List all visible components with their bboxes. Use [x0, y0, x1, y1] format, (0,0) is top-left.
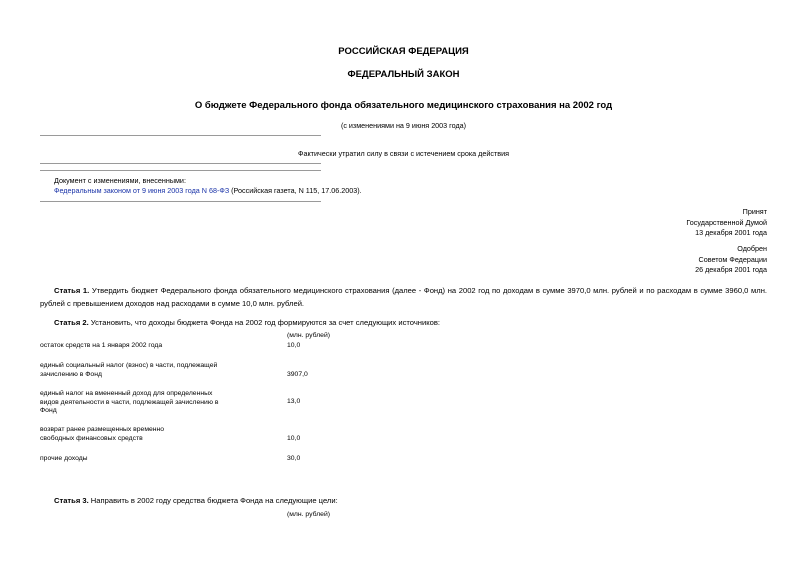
article-label: Статья 1. — [54, 286, 90, 295]
adoption-accepted — [686, 207, 767, 239]
amendment-note: (с изменениями на 9 июня 2003 года) — [340, 121, 467, 130]
table-row-label: возврат ранее размещенных временно свободных финансовых средств — [40, 426, 165, 442]
adoption-line: Государственной Думой — [686, 217, 767, 227]
article-label: Статья 3. — [54, 496, 89, 505]
table-row-value: 30,0 — [287, 455, 301, 462]
article-3 — [40, 494, 767, 507]
table-row-value: 10,0 — [287, 342, 301, 349]
article-text: Направить в 2002 году средства бюджета Фонда на следующие цели: — [88, 496, 338, 505]
table-unit: (млн. рублей) — [287, 511, 331, 518]
table-row-value: 13,0 — [287, 398, 301, 405]
divider — [40, 163, 321, 164]
divider — [40, 170, 321, 171]
table-unit: (млн. рублей) — [287, 332, 331, 339]
article-text: Утвердить бюджет Федерального фонда обязательного медицинского страхования (далее - Фонд) на 2002 год по доходам в сумме 3970,0 млн. рублей и по расходам в сумме 3960,0 млн. рублей с превышением доходов над расходами в сумме 10,0 млн. рублей. — [40, 286, 768, 308]
amending-law-source: (Российская газета, N 115, 17.06.2003). — [229, 186, 362, 195]
document-title: О бюджете Федерального фонда обязательного медицинского страхования на 2002 год — [194, 100, 613, 111]
table-row-label: единый социальный налог (взнос) в части, подлежащей зачислению в Фонд — [40, 362, 218, 378]
adoption-line: Одобрен — [737, 244, 767, 253]
article-2 — [40, 316, 767, 329]
article-1 — [40, 284, 767, 310]
adoption-line: Принят — [742, 207, 767, 216]
article-text: Установить, что доходы бюджета Фонда на 2002 год формируются за счет следующих источников: — [88, 318, 440, 327]
adoption-line: 13 декабря 2001 года — [695, 228, 767, 237]
table-row-value: 3907,0 — [287, 371, 308, 378]
divider — [40, 201, 321, 202]
status-note: Фактически утратил силу в связи с истечением срока действия — [298, 149, 509, 158]
document-type-heading: ФЕДЕРАЛЬНЫЙ ЗАКОН — [347, 69, 460, 80]
amending-law-link[interactable]: Федеральным законом от 9 июня 2003 года N 68-ФЗ — [54, 186, 230, 195]
table-row-value: 10,0 — [287, 435, 301, 442]
changes-intro: Документ с изменениями, внесенными: — [54, 176, 186, 185]
adoption-line: 26 декабря 2001 года — [695, 265, 767, 274]
divider — [40, 135, 321, 136]
adoption-approved — [695, 244, 767, 276]
table-row-label: остаток средств на 1 января 2002 года — [40, 342, 163, 349]
table-row-label: единый налог на вмененный доход для определенных видов деятельности в части, подлежащей зачислению в Фонд — [40, 390, 219, 415]
table-row-label: прочие доходы — [40, 455, 88, 462]
country-heading: РОССИЙСКАЯ ФЕДЕРАЦИЯ — [338, 46, 469, 57]
article-label: Статья 2. — [54, 318, 89, 327]
changes-line — [54, 186, 362, 195]
adoption-line: Советом Федерации — [698, 254, 767, 264]
